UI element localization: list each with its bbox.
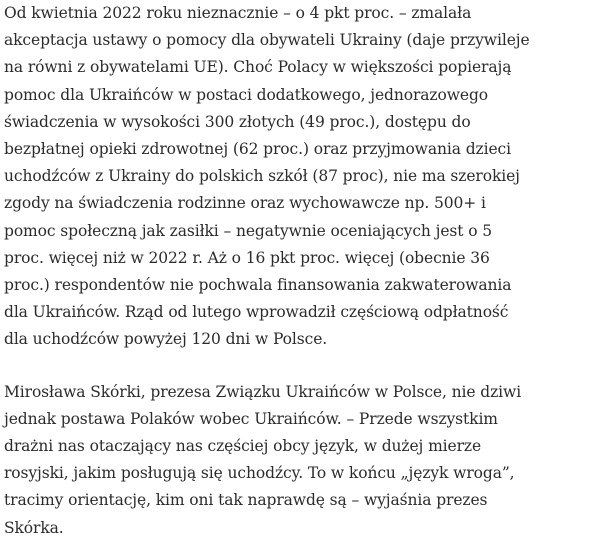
paragraph-line: drażni nas otaczający nas częściej obcy język, w dużej mierze	[4, 437, 482, 456]
paragraph-line: Mirosława Skórki, prezesa Związku Ukraińców w Polsce, nie dziwi	[4, 382, 522, 401]
article-paragraph-2	[4, 379, 586, 542]
paragraph-line: rosyjski, jakim posługują się uchodźcy. To w końcu „język wroga”,	[4, 464, 515, 483]
paragraph-line: bezpłatnej opieki zdrowotnej (62 proc.) oraz przyjmowania dzieci	[4, 140, 511, 159]
paragraph-line: dla uchodźców powyżej 120 dni w Polsce.	[4, 330, 328, 349]
paragraph-line: proc.) respondentów nie pochwala finansowania zakwaterowania	[4, 276, 512, 295]
paragraph-line: świadczenia w wysokości 300 złotych (49 proc.), dostępu do	[4, 112, 471, 131]
paragraph-line: Od kwietnia 2022 roku nieznacznie – o 4 pkt proc. – zmalała	[4, 4, 472, 22]
article-paragraph-1	[4, 0, 586, 354]
paragraph-line: dla Ukraińców. Rząd od lutego wprowadził częściową odpłatność	[4, 303, 509, 322]
paragraph-line: uchodźców z Ukrainy do polskich szkół (87 proc), nie ma szerokiej	[4, 167, 520, 186]
paragraph-line: Skórka.	[4, 518, 64, 537]
paragraph-line: zgody na świadczenia rodzinne oraz wychowawcze np. 500+ i	[4, 194, 486, 213]
paragraph-line: proc. więcej niż w 2022 r. Aż o 16 pkt proc. więcej (obecnie 36	[4, 248, 490, 267]
paragraph-line: akceptacja ustawy o pomocy dla obywateli Ukrainy (daje przywileje	[4, 31, 530, 50]
article-body	[4, 0, 586, 542]
paragraph-line: pomoc społeczną jak zasiłki – negatywnie oceniających jest o 5	[4, 221, 493, 240]
paragraph-line: jednak postawa Polaków wobec Ukraińców. – Przede wszystkim	[4, 409, 498, 428]
paragraph-line: tracimy orientację, kim oni tak naprawdę są – wyjaśnia prezes	[4, 491, 488, 510]
paragraph-line: pomoc dla Ukraińców w postaci dodatkowego, jednorazowego	[4, 85, 489, 104]
paragraph-line: na równi z obywatelami UE). Choć Polacy w większości popierają	[4, 58, 512, 77]
